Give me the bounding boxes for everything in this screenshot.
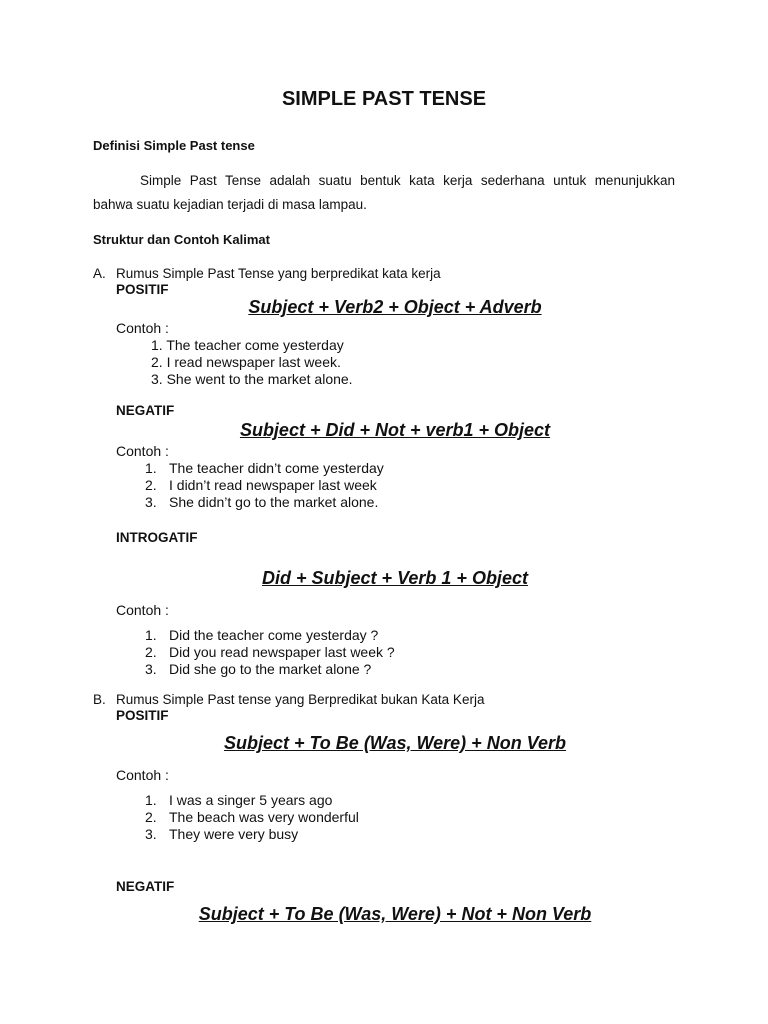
list-item-number: 2. xyxy=(145,809,157,825)
section-a-positif-formula: Subject + Verb2 + Object + Adverb xyxy=(248,297,542,317)
section-b-marker: B. xyxy=(93,692,106,707)
list-item: Did you read newspaper last week ? xyxy=(169,644,395,660)
contoh-label: Contoh : xyxy=(116,602,169,618)
list-item: I was a singer 5 years ago xyxy=(169,792,333,808)
list-item-number: 1. xyxy=(145,792,157,808)
section-b-title: Rumus Simple Past tense yang Berpredikat bukan Kata Kerja xyxy=(116,692,485,707)
list-item-number: 3. xyxy=(145,826,157,842)
list-item: They were very busy xyxy=(169,826,299,842)
list-item: 1. The teacher come yesterday xyxy=(151,337,344,353)
list-item-number: 2. xyxy=(145,477,157,493)
page-title: SIMPLE PAST TENSE xyxy=(281,88,487,110)
contoh-label: Contoh : xyxy=(116,320,169,336)
section-b-positif-label: POSITIF xyxy=(116,708,169,723)
section-a-introgatif-formula: Did + Subject + Verb 1 + Object xyxy=(262,568,528,588)
structure-heading: Struktur dan Contoh Kalimat xyxy=(93,232,270,247)
section-a-negatif-formula: Subject + Did + Not + verb1 + Object xyxy=(239,420,551,440)
list-item: 2. I read newspaper last week. xyxy=(151,354,341,370)
list-item-number: 1. xyxy=(145,460,157,476)
list-item-number: 3. xyxy=(145,661,157,677)
definition-line-1: Simple Past Tense adalah suatu bentuk kata kerja sederhana untuk menunjukkan xyxy=(140,173,675,188)
section-a-title: Rumus Simple Past Tense yang berpredikat kata kerja xyxy=(116,266,441,281)
list-item: The teacher didn’t come yesterday xyxy=(169,460,384,476)
list-item-number: 3. xyxy=(145,494,157,510)
section-a-positif-label: POSITIF xyxy=(116,282,169,297)
list-item: I didn’t read newspaper last week xyxy=(169,477,377,493)
section-b-negatif-label: NEGATIF xyxy=(116,879,175,894)
section-a-introgatif-label: INTROGATIF xyxy=(116,530,198,545)
list-item: Did she go to the market alone ? xyxy=(169,661,372,677)
list-item: Did the teacher come yesterday ? xyxy=(169,627,379,643)
contoh-label: Contoh : xyxy=(116,767,169,783)
definition-heading: Definisi Simple Past tense xyxy=(93,138,255,153)
section-b-positif-formula: Subject + To Be (Was, Were) + Non Verb xyxy=(223,733,567,753)
section-b-negatif-formula: Subject + To Be (Was, Were) + Not + Non Verb xyxy=(198,904,592,924)
contoh-label: Contoh : xyxy=(116,443,169,459)
section-a-marker: A. xyxy=(93,266,106,281)
definition-line-2: bahwa suatu kejadian terjadi di masa lampau. xyxy=(93,197,367,212)
list-item-number: 2. xyxy=(145,644,157,660)
list-item: The beach was very wonderful xyxy=(169,809,359,825)
list-item: 3. She went to the market alone. xyxy=(151,371,353,387)
list-item: She didn’t go to the market alone. xyxy=(169,494,379,510)
section-a-negatif-label: NEGATIF xyxy=(116,403,175,418)
list-item-number: 1. xyxy=(145,627,157,643)
